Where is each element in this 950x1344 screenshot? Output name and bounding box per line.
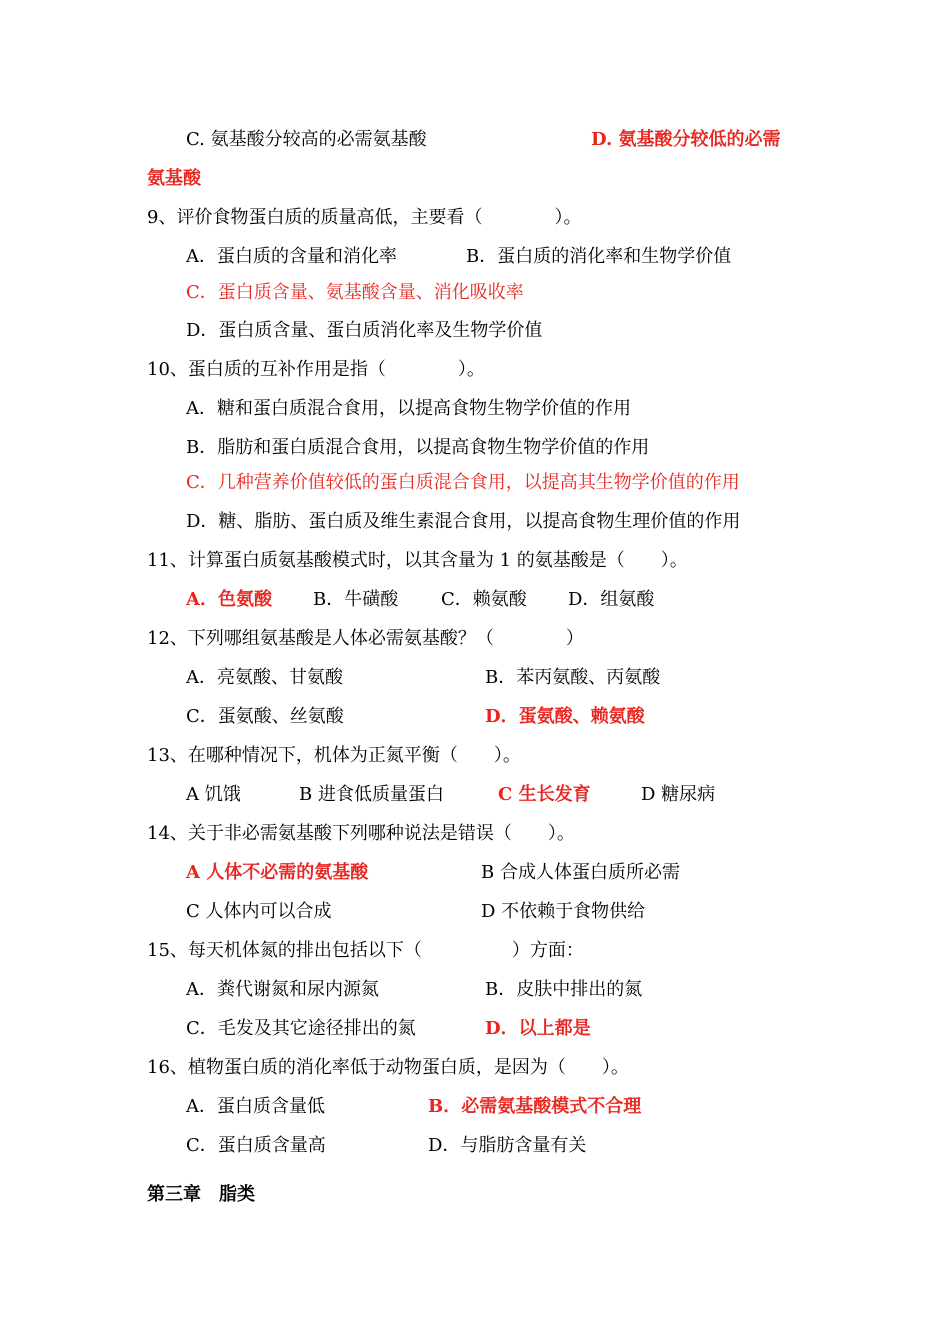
q16-question: 16、植物蛋白质的消化率低于动物蛋白质，是因为（ ）。 bbox=[147, 1057, 629, 1078]
q16-option-b-answer: B．必需氨基酸模式不合理 bbox=[428, 1096, 642, 1117]
q13-option-c-answer: C 生长发育 bbox=[498, 784, 591, 805]
q14-question: 14、关于非必需氨基酸下列哪种说法是错误（ ）。 bbox=[147, 823, 575, 844]
q11-option-b: B．牛磺酸 bbox=[313, 589, 399, 610]
q10-question: 10、蛋白质的互补作用是指（ ）。 bbox=[147, 359, 485, 380]
q13-option-b: B 进食低质量蛋白 bbox=[299, 784, 444, 805]
q16-option-c: C．蛋白质含量高 bbox=[186, 1135, 326, 1156]
q13-option-a: A 饥饿 bbox=[186, 784, 241, 805]
q9-option-c-answer: C．蛋白质含量、氨基酸含量、消化吸收率 bbox=[186, 282, 524, 303]
q15-option-d-answer: D．以上都是 bbox=[485, 1018, 591, 1039]
q12-option-d-answer: D．蛋氨酸、赖氨酸 bbox=[485, 706, 645, 727]
q8-option-d-answer: D. 氨基酸分较低的必需 bbox=[591, 129, 781, 150]
q9-option-b: B．蛋白质的消化率和生物学价值 bbox=[466, 246, 732, 267]
q9-option-a: A．蛋白质的含量和消化率 bbox=[186, 246, 397, 267]
q11-option-d: D．组氨酸 bbox=[568, 589, 655, 610]
q15-option-a: A．粪代谢氮和尿内源氮 bbox=[186, 979, 379, 1000]
q8-option-c: C. 氨基酸分较高的必需氨基酸 bbox=[186, 129, 427, 150]
q16-option-d: D．与脂肪含量有关 bbox=[428, 1135, 587, 1156]
q12-option-b: B．苯丙氨酸、丙氨酸 bbox=[485, 667, 661, 688]
q9-question: 9、评价食物蛋白质的质量高低，主要看（ ）。 bbox=[147, 207, 582, 228]
q13-option-d: D 糖尿病 bbox=[641, 784, 716, 805]
q11-option-a-answer: A．色氨酸 bbox=[186, 589, 272, 610]
q14-option-a-answer: A 人体不必需的氨基酸 bbox=[186, 862, 369, 883]
q12-option-c: C．蛋氨酸、丝氨酸 bbox=[186, 706, 344, 727]
q15-question: 15、每天机体氮的排出包括以下（ ）方面： bbox=[147, 940, 584, 961]
q10-option-c-answer: C．几种营养价值较低的蛋白质混合食用，以提高其生物学价值的作用 bbox=[186, 472, 740, 493]
q15-option-c: C．毛发及其它途径排出的氮 bbox=[186, 1018, 416, 1039]
q11-question: 11、计算蛋白质氨基酸模式时，以其含量为 1 的氨基酸是（ ）。 bbox=[147, 550, 688, 571]
q16-option-a: A．蛋白质含量低 bbox=[186, 1096, 325, 1117]
q8-option-d-answer-cont: 氨基酸 bbox=[147, 168, 201, 189]
q11-option-c: C．赖氨酸 bbox=[441, 589, 527, 610]
q14-option-d: D 不依赖于食物供给 bbox=[481, 901, 646, 922]
q14-option-b: B 合成人体蛋白质所必需 bbox=[481, 862, 680, 883]
q10-option-d: D．糖、脂肪、蛋白质及维生素混合食用，以提高食物生理价值的作用 bbox=[186, 511, 741, 532]
q13-question: 13、在哪种情况下，机体为正氮平衡（ ）。 bbox=[147, 745, 521, 766]
q12-option-a: A．亮氨酸、甘氨酸 bbox=[186, 667, 343, 688]
q9-option-d: D．蛋白质含量、蛋白质消化率及生物学价值 bbox=[186, 320, 543, 341]
q12-question: 12、下列哪组氨基酸是人体必需氨基酸？（ ） bbox=[147, 628, 584, 649]
q15-option-b: B．皮肤中排出的氮 bbox=[485, 979, 643, 1000]
q10-option-b: B．脂肪和蛋白质混合食用，以提高食物生物学价值的作用 bbox=[186, 437, 650, 458]
q14-option-c: C 人体内可以合成 bbox=[186, 901, 332, 922]
q10-option-a: A．糖和蛋白质混合食用，以提高食物生物学价值的作用 bbox=[186, 398, 631, 419]
chapter-heading: 第三章 脂类 bbox=[147, 1184, 255, 1205]
